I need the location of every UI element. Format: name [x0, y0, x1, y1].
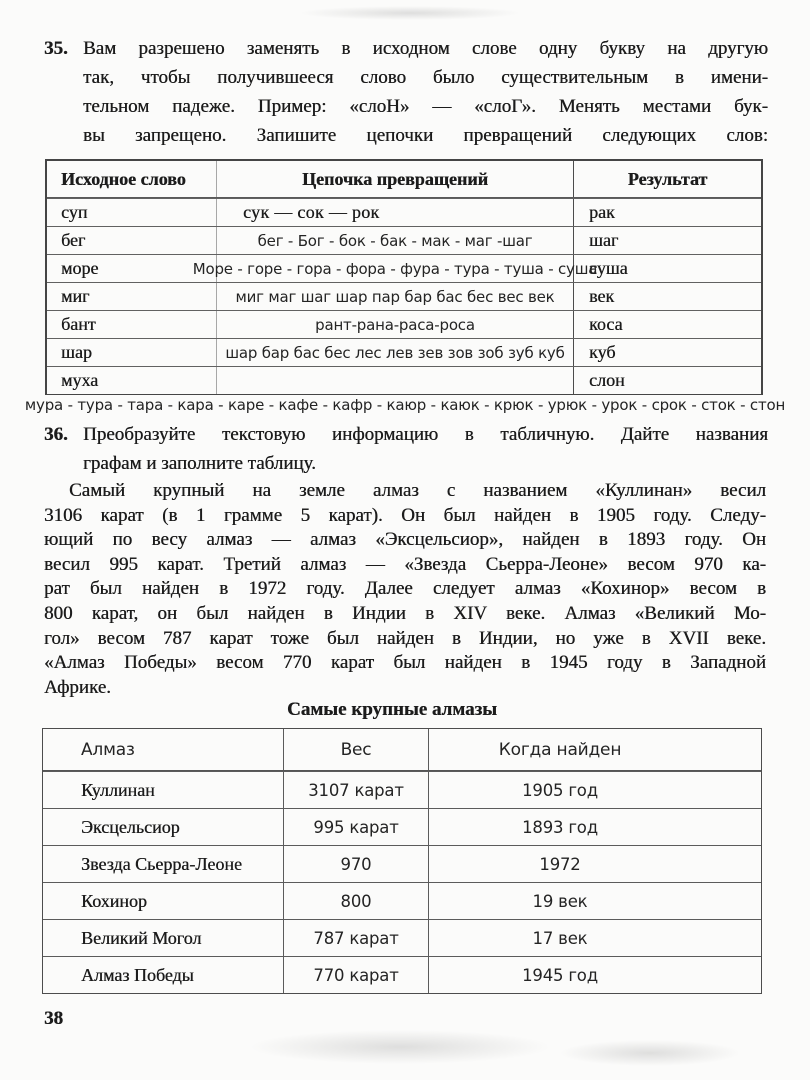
chain-cell: [217, 199, 574, 226]
chain-text: миг маг шаг шар пар бар бас бес вес век: [235, 287, 555, 306]
diamond-weight: 970: [284, 846, 429, 882]
diamond-name: Эксцельсиор: [43, 809, 284, 845]
table-row: [43, 845, 761, 882]
paragraph-line: «Алмаз Победы» весом 770 карат был найден в 1945 году в Западной: [44, 652, 766, 674]
chain-cell: [217, 283, 574, 310]
diamonds-header-row: [43, 729, 761, 771]
header-source-word: Исходное слово: [47, 161, 217, 197]
scan-noise: [300, 6, 520, 20]
source-word: суп: [47, 199, 217, 226]
scan-noise: [250, 1030, 550, 1064]
handwritten-chain-overflow: мура - тура - тара - кара - каре - кафе - кафр - каюр - каюк - крюк - урюк - урок - срок - сток - стон: [24, 396, 786, 414]
diamond-weight: 995 карат: [284, 809, 429, 845]
table-row: [43, 808, 761, 845]
word-chains-table: [45, 159, 763, 395]
task-35-text: [83, 34, 768, 150]
source-word: бег: [47, 227, 217, 254]
header-weight: Вес: [284, 729, 429, 770]
chain-cell: [217, 311, 574, 338]
result-word: шаг: [589, 230, 619, 250]
task-36-text: [83, 420, 768, 478]
table-row: [43, 882, 761, 919]
header-result: Результат: [627, 168, 708, 189]
chain-cell: [192, 255, 598, 282]
task-35-line-3: тельном падеже. Пример: «слоН» — «слоГ». Менять местами бук-: [83, 96, 768, 117]
header-found: Когда найден: [498, 739, 622, 760]
paragraph-line: ющий по весу алмаз — алмаз «Эксцельсиор», найден в 1893 году. Он: [44, 529, 766, 551]
diamond-weight: 3107 карат: [284, 772, 429, 808]
table-row: [47, 198, 761, 226]
chain-text: сук — сок — рок: [243, 202, 380, 222]
paragraph-line: гол» весом 787 карат тоже был найден в Индии, но уже в XVII веке.: [44, 627, 766, 649]
table-row: [47, 226, 761, 254]
diamond-weight: 800: [284, 883, 429, 919]
source-word: шар: [47, 339, 217, 366]
chain-text: шар бар бас бес лес лев зев зов зоб зуб куб: [225, 343, 565, 362]
task-35-line-1: Вам разрешено заменять в исходном слове одну букву на другую: [83, 38, 768, 59]
task-35-number: 35.: [44, 38, 68, 59]
header-diamond: Алмаз: [43, 729, 284, 770]
diamond-name: Великий Могол: [43, 920, 284, 956]
paragraph-line: Самый крупный на земле алмаз с названием «Куллинан» весил: [69, 480, 766, 501]
table-row: [47, 254, 761, 282]
diamond-name: Звезда Сьерра-Леоне: [43, 846, 284, 882]
diamonds-paragraph: [44, 479, 766, 700]
diamonds-table: [42, 728, 762, 994]
diamond-found: 1972: [539, 854, 581, 874]
diamond-found: 1905 год: [522, 780, 598, 800]
diamond-name: Кохинор: [43, 883, 284, 919]
chain-text: рант-рана-раса-роса: [315, 315, 475, 334]
paragraph-line: весил 995 карат. Третий алмаз — «Звезда Сьерра-Леоне» весом 970 ка-: [44, 553, 766, 575]
paragraph-line: рат был найден в 1972 году. Далее следует алмаз «Кохинор» весом в: [44, 578, 766, 600]
source-word: миг: [47, 283, 217, 310]
task-36-line-2: графам и заполните таблицу.: [83, 453, 316, 474]
task-35: [44, 34, 768, 150]
table-row: [43, 771, 761, 808]
task-36: [44, 420, 768, 478]
table-row: [47, 282, 761, 310]
table-row: [43, 919, 761, 956]
diamond-name: Куллинан: [43, 772, 284, 808]
diamond-name: Алмаз Победы: [43, 957, 284, 993]
diamond-found: 17 век: [532, 928, 588, 948]
task-35-line-2: так, чтобы получившееся слово было существительным в имени-: [83, 67, 768, 88]
header-chain: Цепочка превращений: [217, 161, 574, 197]
task-36-number: 36.: [44, 424, 68, 445]
chain-cell: [217, 339, 574, 366]
paragraph-line: Африке.: [44, 676, 111, 698]
table-row: [47, 310, 761, 338]
result-word: суша: [589, 258, 628, 278]
diamond-weight: 787 карат: [284, 920, 429, 956]
result-word: рак: [589, 202, 615, 222]
chain-cell: [217, 227, 574, 254]
diamond-found: 1893 год: [522, 817, 598, 837]
chain-text: бег - Бог - бок - бак - мак - маг -шаг: [257, 231, 533, 250]
paragraph-line: 800 карат, он был найден в Индии в XIV веке. Алмаз «Великий Мо-: [44, 602, 766, 624]
result-word: слон: [589, 370, 625, 390]
diamonds-table-title: Самые крупные алмазы: [287, 699, 497, 720]
chain-cell-empty: [217, 367, 574, 394]
table-row: [43, 956, 761, 993]
source-word: муха: [47, 367, 217, 394]
page-number: 38: [44, 1008, 63, 1029]
result-word: коса: [589, 314, 623, 334]
table-row: [47, 338, 761, 366]
diamond-weight: 770 карат: [284, 957, 429, 993]
source-word: бант: [47, 311, 217, 338]
scan-noise: [560, 1040, 740, 1066]
diamond-found: 1945 год: [522, 965, 598, 985]
word-chains-header-row: [47, 161, 761, 198]
paragraph-line: 3106 карат (в 1 грамме 5 карат). Он был найден в 1905 году. Следу-: [44, 504, 766, 526]
chain-text: Море - горе - гора - фора - фура - тура - туша - суша: [192, 259, 598, 278]
result-word: век: [589, 286, 615, 306]
result-word: куб: [589, 342, 616, 362]
task-36-line-1: Преобразуйте текстовую информацию в табличную. Дайте названия: [83, 424, 768, 445]
diamond-found: 19 век: [532, 891, 588, 911]
table-row: [47, 366, 761, 394]
source-word: море: [47, 255, 217, 282]
task-35-line-4: вы запрещено. Запишите цепочки превращений следующих слов:: [83, 125, 768, 146]
